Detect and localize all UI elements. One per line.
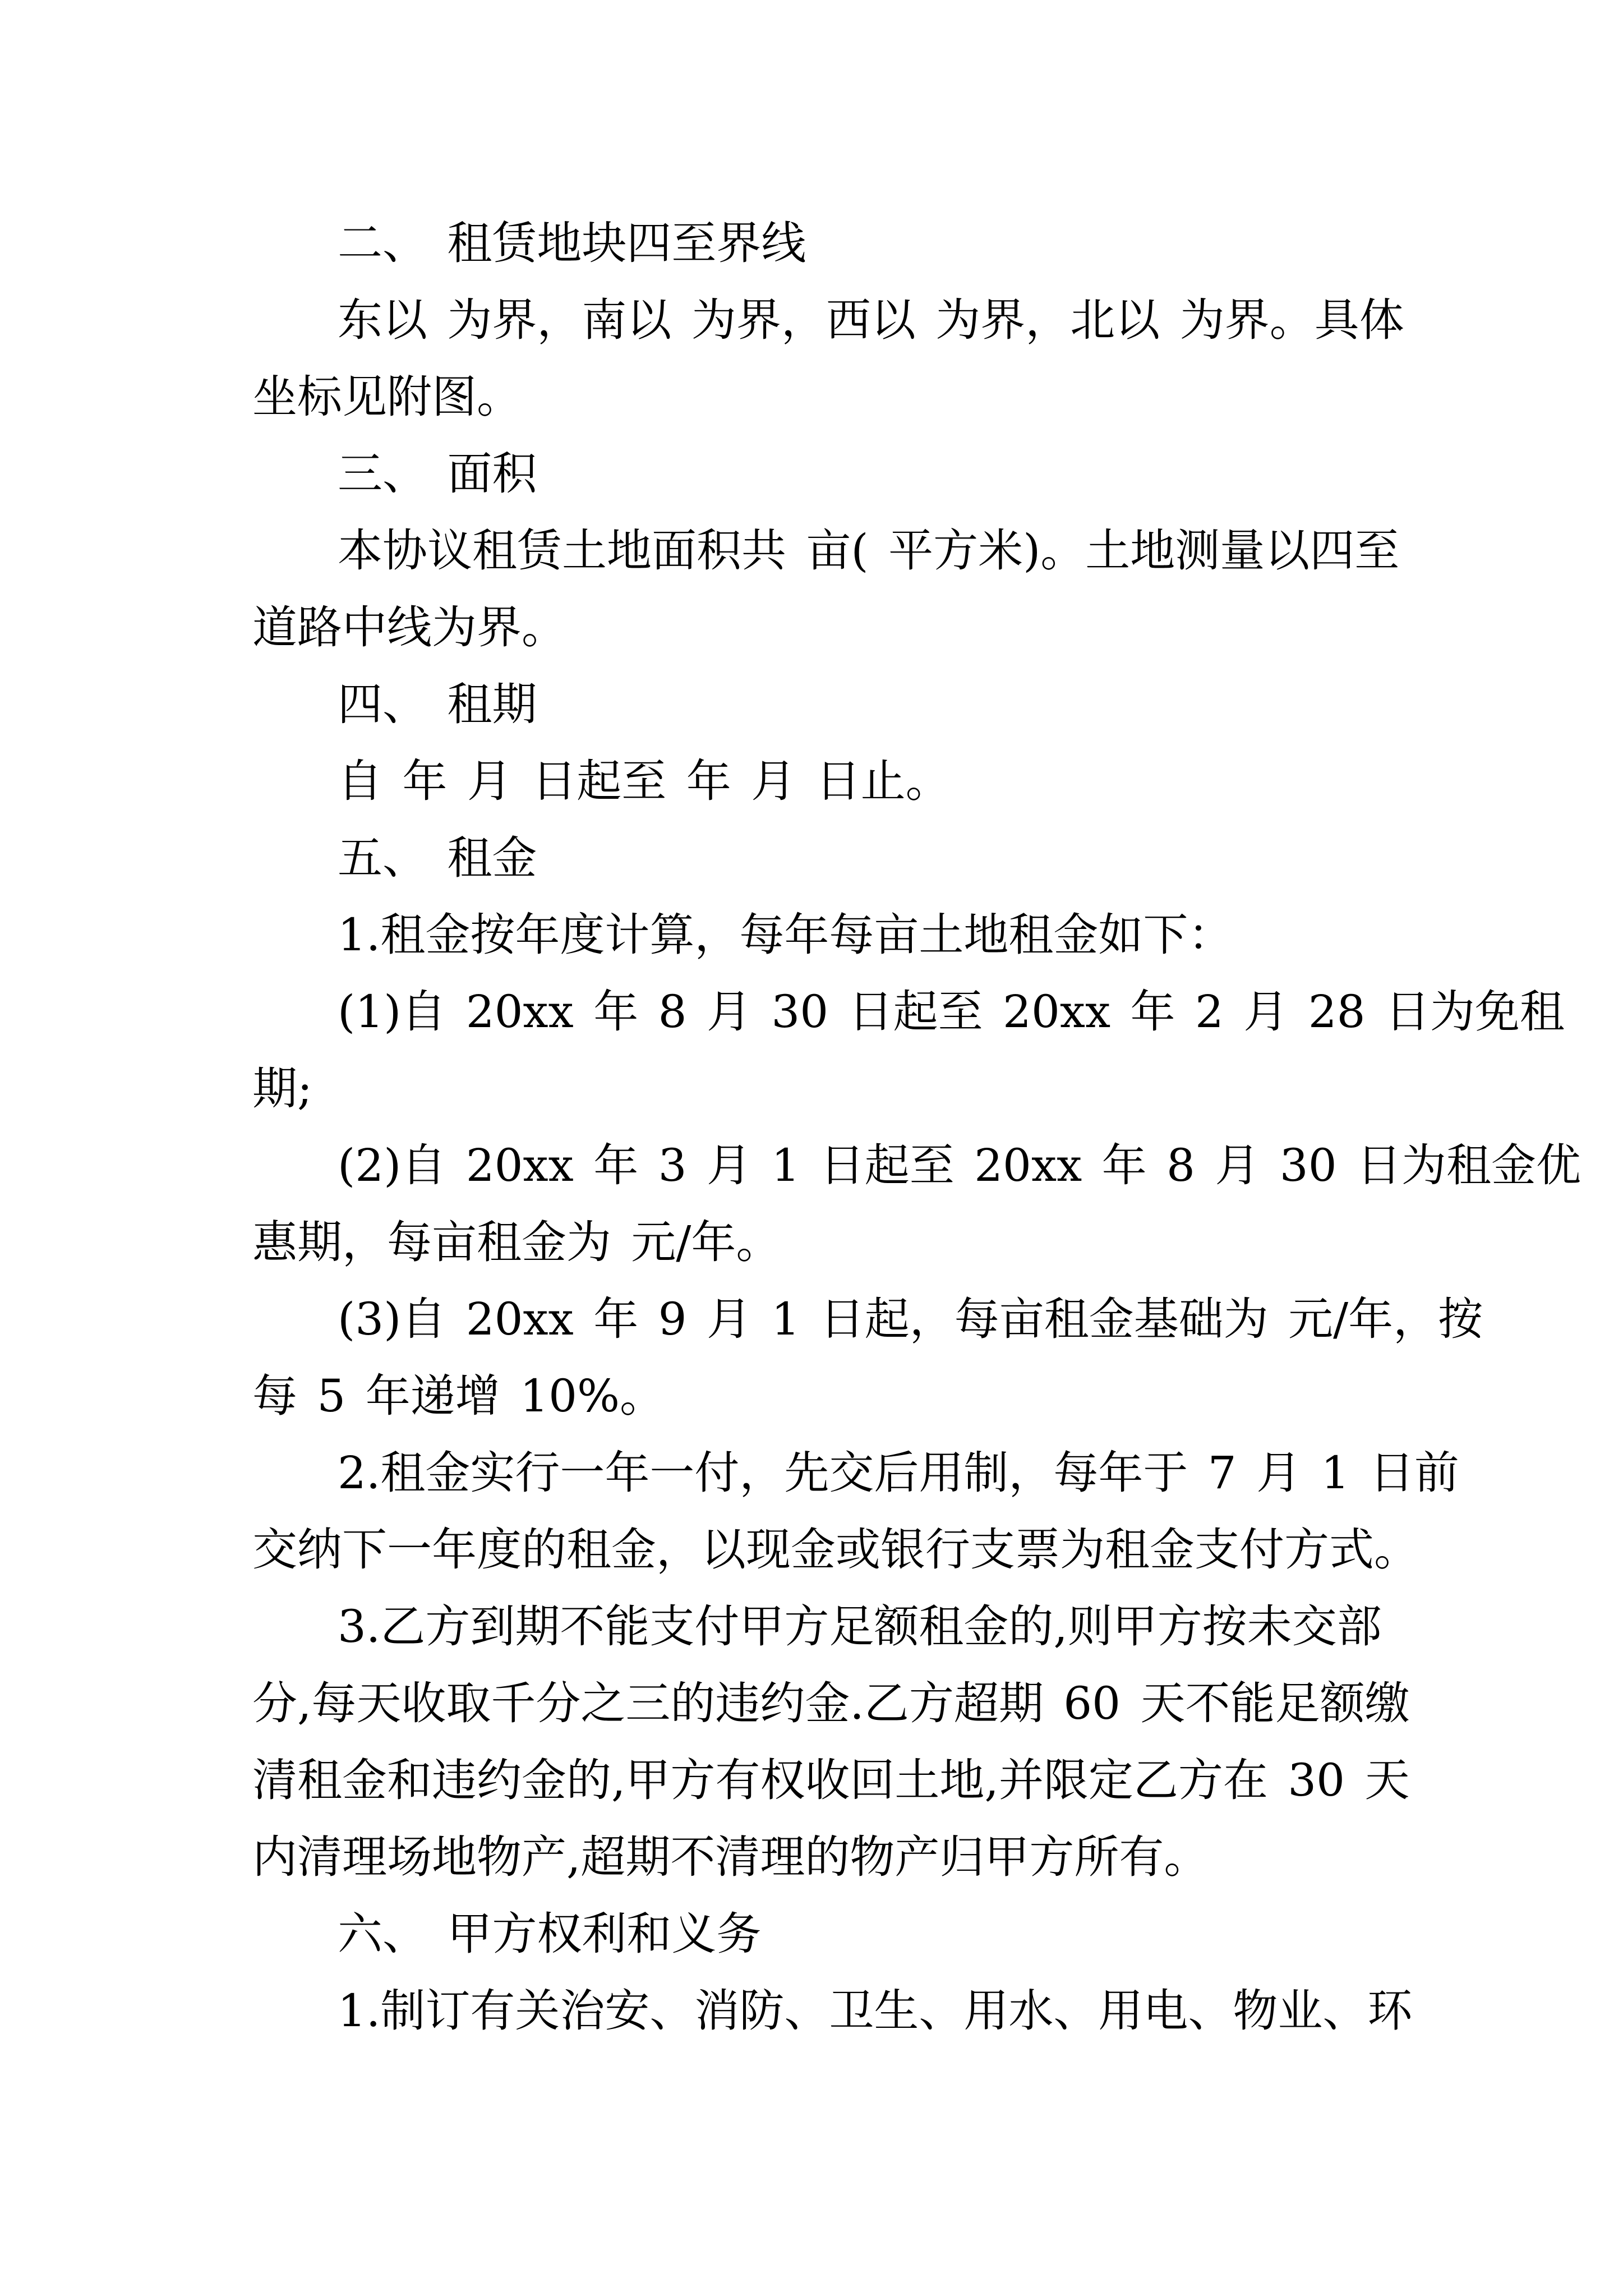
text-line: 惠期，每亩租金为 元/年。	[252, 1216, 781, 1268]
text-line: 五、 租金	[338, 832, 537, 884]
text-line: (1)自 20xx 年 8 月 30 日起至 20xx 年 2 月 28 日为免租	[338, 986, 1565, 1038]
text-line: 1.租金按年度计算，每年每亩土地租金如下：	[338, 909, 1233, 961]
text-line: 每 5 年递增 10%。	[252, 1370, 665, 1422]
text-line: 1.制订有关治安、消防、卫生、用水、用电、物业、环	[338, 1985, 1413, 2037]
text-line: (3)自 20xx 年 9 月 1 日起，每亩租金基础为 元/年，按	[338, 1293, 1483, 1345]
text-line: 三、 面积	[338, 448, 537, 500]
text-line: 道路中线为界。	[252, 601, 566, 654]
text-line: 四、 租期	[338, 678, 537, 730]
text-line: 分,每天收取千分之三的违约金.乙方超期 60 天不能足额缴	[252, 1677, 1410, 1729]
text-line: 二、 租赁地块四至界线	[338, 217, 806, 269]
text-line: 六、 甲方权利和义务	[338, 1908, 762, 1960]
text-line: 内清理场地物产,超期不清理的物产归甲方所有。	[252, 1831, 1209, 1883]
text-line: 坐标见附图。	[252, 371, 522, 423]
text-line: 自 年 月 日起至 年 月 日止。	[338, 755, 951, 807]
text-line: (2)自 20xx 年 3 月 1 日起至 20xx 年 8 月 30 日为租金优	[338, 1139, 1581, 1191]
text-line: 期;	[252, 1062, 312, 1115]
text-line: 清租金和违约金的,甲方有权收回土地,并限定乙方在 30 天	[252, 1754, 1410, 1806]
text-line: 东以 为界，南以 为界，西以 为界，北以 为界。具体	[338, 294, 1404, 346]
document-body	[252, 205, 1581, 2049]
text-line: 3.乙方到期不能支付甲方足额租金的,则甲方按未交部	[338, 1600, 1382, 1653]
text-line: 交纳下一年度的租金，以现金或银行支票为租金支付方式。	[252, 1524, 1419, 1576]
text-line: 本协议租赁土地面积共 亩( 平方米)。土地测量以四至	[338, 524, 1400, 577]
text-line: 2.租金实行一年一付，先交后用制，每年于 7 月 1 日前	[338, 1447, 1459, 1499]
